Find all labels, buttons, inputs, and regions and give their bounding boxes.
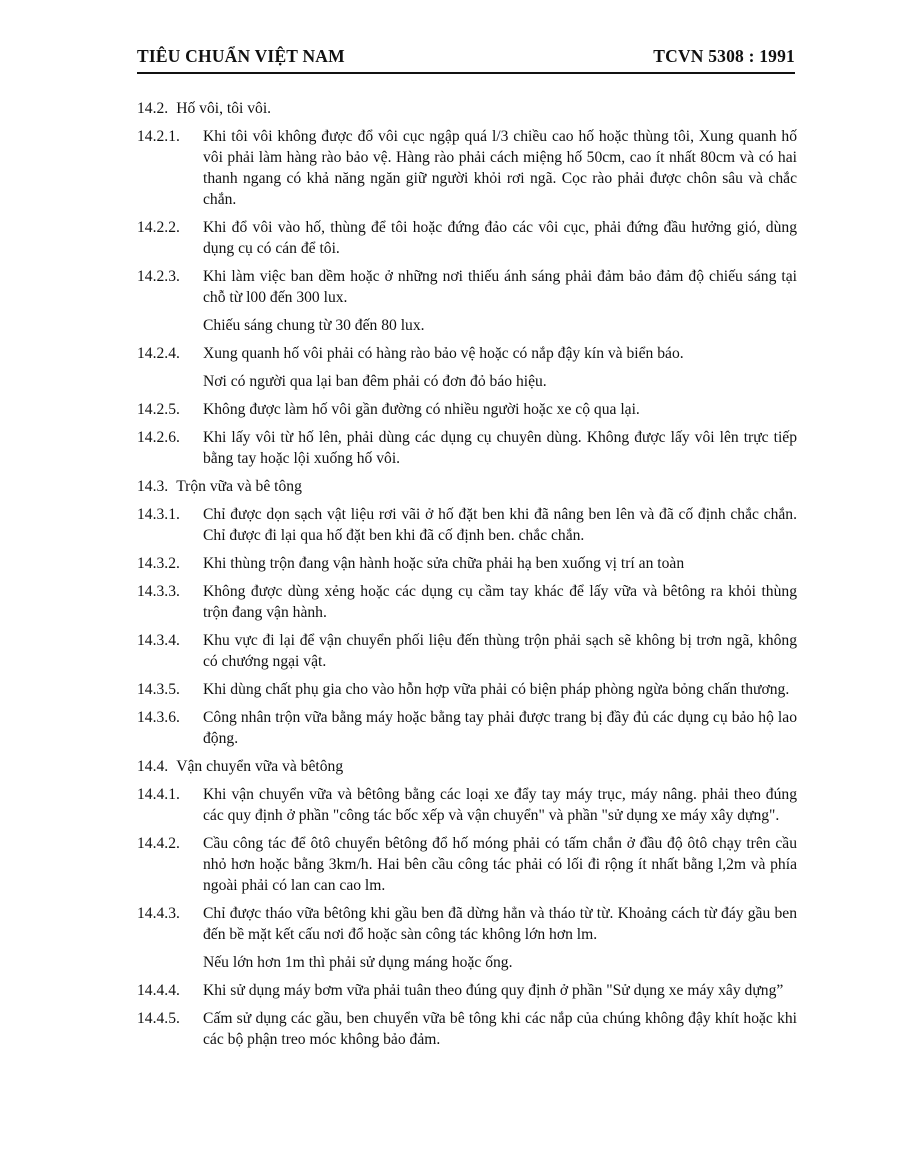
continuation-paragraph: Chiếu sáng chung từ 30 đến 80 lux.: [203, 317, 425, 334]
clause-number: 14.3.2.: [137, 555, 180, 572]
clause-text: Khu vực đi lại để vận chuyển phối liệu đến thùng trộn phải sạch sẽ không bị trơn ngã, không có chướng ngại vật.: [203, 632, 797, 670]
clause-number: 14.2.3.: [137, 268, 180, 285]
clause-item: [137, 217, 797, 259]
clause-text: Cấm sử dụng các gầu, ben chuyển vữa bê tông khi các nắp của chúng không đậy khít hoặc khi các bộ phận treo móc không bảo đảm.: [203, 1010, 797, 1048]
clause-text: Chỉ được dọn sạch vật liệu rơi vãi ở hố đặt ben khi đã nâng ben lên và đã cố định chắc chắn. Chỉ được đi lại qua hố đặt ben khi đã cố định ben. chắc chắn.: [203, 506, 797, 544]
clause-item: [137, 707, 797, 749]
clause-text: Cầu công tác để ôtô chuyển bêtông đổ hố móng phải có tấm chắn ở đầu độ ôtô chạy trên cầu nhỏ hơn hoặc bằng 3km/h. Hai bên cầu công tác phải có lối đi rộng ít nhất bằng l,2m và phía ngoài phải có lan can cao lm.: [203, 835, 797, 894]
clause-number: 14.4.2.: [137, 835, 180, 852]
clause-number: 14.3.: [137, 478, 169, 495]
clause-text: Không được dùng xẻng hoặc các dụng cụ cầm tay khác để lấy vữa và bêtông ra khỏi thùng trộn đang vận hành.: [203, 583, 797, 621]
header-rule: [137, 72, 795, 74]
clause-number: 14.3.3.: [137, 583, 180, 600]
clause-number: 14.2.1.: [137, 128, 180, 145]
section-title: Hố vôi, tôi vôi.: [176, 100, 272, 117]
clause-text: Khi tôi vôi không được đổ vôi cục ngập quá l/3 chiều cao hố hoặc thùng tôi, Xung quanh hố vôi phải làm hàng rào bảo vệ. Hàng rào phải cách miệng hố 50cm, cao ít nhất 80cm và có hai thanh ngang có khả năng ngăn giữ người khỏi rơi ngã. Cọc rào phải được chôn sâu và chắc chắn.: [203, 128, 797, 208]
clause-item: [137, 399, 797, 420]
clause-item: [137, 126, 797, 210]
continuation-paragraph: Nơi có người qua lại ban đêm phải có đơn đỏ báo hiệu.: [203, 373, 547, 390]
clause-number: 14.2.6.: [137, 429, 180, 446]
clause-number: 14.4.: [137, 758, 169, 775]
clause-item: [137, 581, 797, 623]
page-header: [137, 46, 795, 67]
clause-item: [137, 903, 797, 945]
clause-text: Khi sử dụng máy bơm vữa phải tuân theo đúng quy định ở phần "Sử dụng xe máy xây dựng”: [203, 982, 784, 999]
clause-item: [137, 427, 797, 469]
section-heading: [137, 98, 797, 119]
clause-text: Chỉ được tháo vữa bêtông khi gầu ben đã dừng hẳn và tháo từ từ. Khoảng cách từ đáy gầu ben đến bề mặt kết cấu nơi đổ hoặc sàn công tác không lớn hơn lm.: [203, 905, 797, 943]
clause-number: 14.3.4.: [137, 632, 180, 649]
clause-item: [137, 833, 797, 896]
clause-text: Khi thùng trộn đang vận hành hoặc sửa chữa phải hạ ben xuống vị trí an toàn: [203, 555, 685, 572]
clause-number: 14.4.4.: [137, 982, 180, 999]
clause-item: [137, 784, 797, 826]
clause-number: 14.3.5.: [137, 681, 180, 698]
clause-item: [137, 1008, 797, 1050]
continuation-paragraph: Nếu lớn hơn 1m thì phải sử dụng máng hoặc ống.: [203, 954, 513, 971]
clause-number: 14.2.2.: [137, 219, 180, 236]
document-body: [137, 98, 797, 1057]
clause-number: 14.4.5.: [137, 1010, 180, 1027]
header-standard-code: TCVN 5308 : 1991: [653, 46, 795, 66]
clause-text: Khi lấy vôi từ hố lên, phải dùng các dụng cụ chuyên dùng. Không được lấy vôi lên trực tiếp bằng tay hoặc lội xuống hố vôi.: [203, 429, 797, 467]
section-heading: [137, 756, 797, 777]
clause-item: [137, 343, 797, 364]
clause-text: Khi đổ vôi vào hố, thùng để tôi hoặc đứng đảo các vôi cục, phải đứng đầu hưởng gió, dùng dụng cụ có cán để tôi.: [203, 219, 797, 257]
clause-number: 14.2.4.: [137, 345, 180, 362]
clause-number: 14.4.1.: [137, 786, 180, 803]
clause-number: 14.2.: [137, 100, 169, 117]
clause-text: Khi dùng chất phụ gia cho vào hỗn hợp vữa phải có biện pháp phòng ngừa bỏng chấn thương.: [203, 681, 790, 698]
clause-number: 14.3.6.: [137, 709, 180, 726]
clause-text: Khi làm việc ban dềm hoặc ở những nơi thiếu ánh sáng phải đảm bảo đảm độ chiếu sáng tại chỗ từ l00 đến 300 lux.: [203, 268, 797, 306]
clause-number: 14.3.1.: [137, 506, 180, 523]
section-title: Vận chuyển vữa và bêtông: [176, 758, 344, 775]
clause-item: [137, 679, 797, 700]
clause-item: [137, 553, 797, 574]
clause-item: [137, 980, 797, 1001]
clause-text: Xung quanh hố vôi phải có hàng rào bảo vệ hoặc có nắp đậy kín và biển báo.: [203, 345, 684, 362]
section-heading: [137, 476, 797, 497]
clause-item: [137, 630, 797, 672]
header-title: TIÊU CHUẨN VIỆT NAM: [137, 46, 345, 66]
section-title: Trộn vữa và bê tông: [176, 478, 302, 495]
clause-text: Không được làm hố vôi gần đường có nhiều người hoặc xe cộ qua lại.: [203, 401, 640, 418]
clause-item: [137, 266, 797, 308]
clause-text: Công nhân trộn vữa bằng máy hoặc bằng tay phải được trang bị đầy đủ các dụng cụ bảo hộ lao động.: [203, 709, 797, 747]
clause-item: [137, 504, 797, 546]
clause-text: Khi vận chuyển vữa và bêtông bằng các loại xe đẩy tay máy trục, máy nâng. phải theo đúng các quy định ở phần "công tác bốc xếp và vận chuyển" và phần "sử dụng xe máy xây dựng".: [203, 786, 797, 824]
clause-number: 14.2.5.: [137, 401, 180, 418]
clause-number: 14.4.3.: [137, 905, 180, 922]
